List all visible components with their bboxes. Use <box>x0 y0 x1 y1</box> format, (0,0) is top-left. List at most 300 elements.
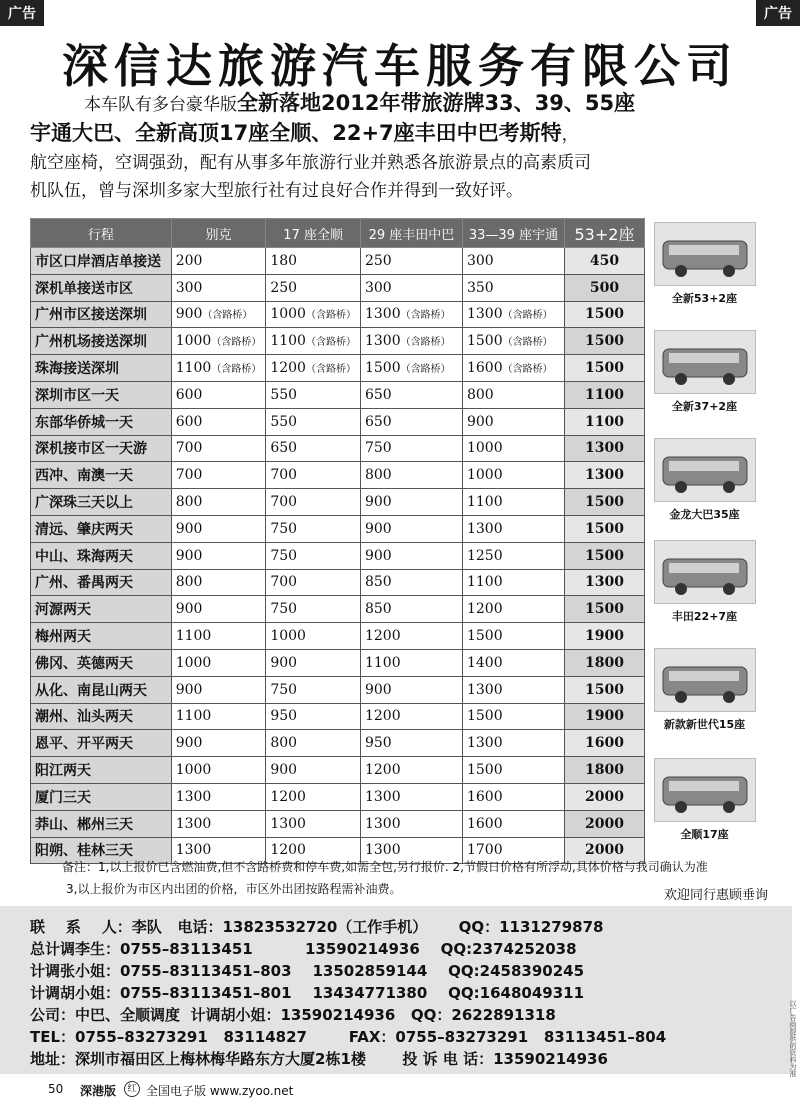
header-29-seat: 29 座丰田中巴 <box>360 219 462 248</box>
price-value: 900 <box>175 547 203 564</box>
table-cell <box>171 596 266 623</box>
price-value: 1000 <box>175 654 212 671</box>
price-value: 250 <box>270 279 298 296</box>
vehicle-card <box>652 330 757 414</box>
table-cell <box>171 408 266 435</box>
table-cell: 500 <box>564 274 644 301</box>
table-cell <box>266 730 361 757</box>
table-cell <box>266 649 361 676</box>
table-row <box>31 328 645 355</box>
hong-badge: 红 <box>124 1081 140 1097</box>
vehicle-caption: 新款新世代15座 <box>663 718 746 731</box>
table-cell: 潮州、汕头两天 <box>31 703 172 730</box>
table-cell: 从化、南昆山两天 <box>31 676 172 703</box>
table-row <box>31 248 645 275</box>
table-cell <box>171 489 266 516</box>
table-cell: 1500 <box>564 596 644 623</box>
table-cell: 广州机场接送深圳 <box>31 328 172 355</box>
table-cell <box>171 757 266 784</box>
price-value: 1000 <box>270 306 306 323</box>
header-33-39-seat: 33—39 座宇通 <box>462 219 564 248</box>
table-cell: 1500 <box>564 515 644 542</box>
price-value: 900 <box>364 681 392 698</box>
table-cell: 1100 <box>564 381 644 408</box>
table-cell <box>360 515 462 542</box>
intro-tail: ， <box>561 125 579 145</box>
header-buick: 别克 <box>171 219 266 248</box>
table-cell <box>360 783 462 810</box>
table-cell <box>360 328 462 355</box>
table-row <box>31 462 645 489</box>
toll-note: （含路桥） <box>502 364 553 376</box>
table-cell <box>462 676 564 703</box>
table-cell: 东部华侨城一天 <box>31 408 172 435</box>
price-value: 800 <box>270 735 298 752</box>
table-cell: 广州、番禺两天 <box>31 569 172 596</box>
table-cell <box>360 649 462 676</box>
price-value: 1200 <box>270 360 306 377</box>
table-cell: 1100 <box>564 408 644 435</box>
price-value: 750 <box>364 440 392 457</box>
table-row <box>31 408 645 435</box>
table-cell <box>462 596 564 623</box>
vehicle-card <box>652 648 757 732</box>
price-value: 900 <box>175 735 203 752</box>
price-value: 1300 <box>466 520 503 537</box>
table-cell <box>360 810 462 837</box>
table-cell: 1800 <box>564 649 644 676</box>
table-cell <box>266 623 361 650</box>
price-value: 1000 <box>175 333 212 350</box>
toll-note: （含路桥） <box>502 337 553 349</box>
table-cell <box>462 810 564 837</box>
price-value: 950 <box>270 708 298 725</box>
table-cell <box>462 542 564 569</box>
contact-line: TEL：0755–83273291 83114827 FAX：0755–83273291 83113451–804 <box>30 1028 667 1046</box>
table-cell: 1800 <box>564 757 644 784</box>
table-cell <box>462 730 564 757</box>
table-cell: 阳江两天 <box>31 757 172 784</box>
toll-note: （含路桥） <box>211 364 262 376</box>
company-title: 深信达旅游汽车服务有限公司 <box>62 39 738 93</box>
table-cell <box>171 515 266 542</box>
price-value: 1300 <box>466 681 503 698</box>
vehicle-caption: 全新37+2座 <box>671 400 738 413</box>
table-cell: 450 <box>564 248 644 275</box>
intro-bold-1: 全新落地2012年带旅游牌33、39、55座 <box>237 91 636 115</box>
table-cell <box>266 676 361 703</box>
table-cell <box>266 274 361 301</box>
table-cell: 1500 <box>564 355 644 382</box>
table-cell: 1900 <box>564 623 644 650</box>
toll-note: （含路桥） <box>400 310 451 322</box>
table-cell: 厦门三天 <box>31 783 172 810</box>
price-value: 900 <box>175 306 203 323</box>
price-value: 900 <box>175 601 203 618</box>
table-cell: 1300 <box>564 569 644 596</box>
vehicle-photo <box>654 438 756 502</box>
vehicle-card <box>652 438 757 522</box>
vehicle-card <box>652 540 757 624</box>
table-cell <box>171 542 266 569</box>
table-cell <box>360 542 462 569</box>
table-row <box>31 596 645 623</box>
page-number: 50 <box>48 1082 64 1096</box>
price-value: 1000 <box>466 467 503 484</box>
price-value: 850 <box>364 601 392 618</box>
table-cell: 广州市区接送深圳 <box>31 301 172 328</box>
table-cell <box>266 355 361 382</box>
table-cell <box>266 462 361 489</box>
contact-line: 联 系 人：李队 电话：13823532720（工作手机） QQ：1131279878 <box>30 918 604 936</box>
table-cell <box>360 274 462 301</box>
price-value: 1000 <box>175 762 212 779</box>
price-value: 700 <box>175 440 203 457</box>
table-cell <box>360 676 462 703</box>
table-row <box>31 542 645 569</box>
price-value: 1300 <box>364 788 401 805</box>
table-cell <box>462 569 564 596</box>
price-table-body <box>31 248 645 864</box>
table-row <box>31 274 645 301</box>
intro-line-3: 航空座椅，空调强劲，配有从事多年旅游行业并熟悉各旅游景点的高素质司 <box>30 153 591 173</box>
table-cell <box>171 730 266 757</box>
table-cell: 2000 <box>564 783 644 810</box>
table-cell <box>266 248 361 275</box>
vehicle-caption: 全顺17座 <box>680 828 729 841</box>
table-cell <box>171 569 266 596</box>
table-cell <box>171 248 266 275</box>
header-route: 行程 <box>31 219 172 248</box>
table-cell: 1500 <box>564 542 644 569</box>
table-cell <box>171 703 266 730</box>
price-value: 300 <box>175 279 203 296</box>
price-value: 300 <box>466 252 494 269</box>
price-value: 1200 <box>364 762 401 779</box>
table-cell <box>266 783 361 810</box>
table-cell: 市区口岸酒店单接送 <box>31 248 172 275</box>
price-value: 1200 <box>270 842 306 859</box>
table-cell <box>462 408 564 435</box>
price-value: 1100 <box>364 654 401 671</box>
table-cell: 1900 <box>564 703 644 730</box>
table-cell <box>266 435 361 462</box>
price-value: 1600 <box>466 815 503 832</box>
vehicle-photo <box>654 222 756 286</box>
vehicle-caption: 金龙大巴35座 <box>669 508 740 521</box>
table-cell: 1600 <box>564 730 644 757</box>
price-value: 1500 <box>466 708 503 725</box>
price-value: 700 <box>270 467 298 484</box>
price-value: 550 <box>270 386 298 403</box>
price-value: 850 <box>364 574 392 591</box>
price-value: 1500 <box>364 360 401 377</box>
table-cell: 广深珠三天以上 <box>31 489 172 516</box>
price-value: 300 <box>364 279 392 296</box>
table-cell <box>171 274 266 301</box>
price-value: 1100 <box>175 708 212 725</box>
toll-note: （含路桥） <box>202 310 253 322</box>
price-value: 1600 <box>466 360 503 377</box>
table-cell: 阳朔、桂林三天 <box>31 837 172 864</box>
price-value: 1100 <box>175 628 212 645</box>
table-cell <box>462 623 564 650</box>
header-53-seat: 53+2座 <box>564 219 644 248</box>
table-cell <box>360 489 462 516</box>
price-value: 900 <box>175 681 203 698</box>
table-cell: 清远、肇庆两天 <box>31 515 172 542</box>
table-cell <box>360 381 462 408</box>
table-cell <box>266 757 361 784</box>
price-value: 650 <box>270 440 298 457</box>
table-row <box>31 515 645 542</box>
price-value: 900 <box>175 520 203 537</box>
table-cell <box>266 489 361 516</box>
table-cell <box>266 569 361 596</box>
price-value: 750 <box>270 547 298 564</box>
price-value: 1300 <box>364 842 401 859</box>
table-row <box>31 301 645 328</box>
table-cell <box>171 649 266 676</box>
table-cell: 1500 <box>564 328 644 355</box>
price-value: 1000 <box>270 628 306 645</box>
table-cell: 1500 <box>564 489 644 516</box>
price-value: 900 <box>364 520 392 537</box>
price-value: 900 <box>270 654 298 671</box>
table-row <box>31 435 645 462</box>
table-cell <box>171 328 266 355</box>
table-row <box>31 489 645 516</box>
price-value: 1100 <box>270 333 306 350</box>
remark-line-1: 备注：1,以上报价已含燃油费,但不含路桥费和停车费,如需全包,另行报价. 2,节假日价格有所浮动,具体价格与我司确认为准 <box>62 860 708 874</box>
price-value: 1300 <box>270 815 306 832</box>
table-cell <box>171 810 266 837</box>
table-cell <box>462 515 564 542</box>
intro-bold-2: 宇通大巴、全新高顶17座全顺、22+7座丰田中巴考斯特 <box>30 121 562 145</box>
table-cell <box>266 596 361 623</box>
contact-line: 计调胡小姐：0755–83113451–801 13434771380 QQ:1648049311 <box>30 984 585 1002</box>
table-cell: 1300 <box>564 462 644 489</box>
vehicle-caption: 丰田22+7座 <box>671 610 738 623</box>
price-value: 1200 <box>364 628 401 645</box>
contact-line: 计调张小姐：0755–83113451–803 13502859144 QQ:2458390245 <box>30 962 585 980</box>
price-value: 350 <box>466 279 494 296</box>
toll-note: （含路桥） <box>400 337 451 349</box>
table-cell <box>462 355 564 382</box>
table-cell: 中山、珠海两天 <box>31 542 172 569</box>
table-cell <box>462 435 564 462</box>
table-row <box>31 623 645 650</box>
price-value: 1000 <box>466 440 503 457</box>
price-value: 800 <box>175 574 203 591</box>
table-cell <box>360 703 462 730</box>
table-cell <box>266 542 361 569</box>
price-value: 1300 <box>364 815 401 832</box>
price-value: 1200 <box>364 708 401 725</box>
table-cell <box>266 301 361 328</box>
price-value: 1300 <box>175 815 212 832</box>
price-value: 1100 <box>175 360 212 377</box>
table-cell <box>266 515 361 542</box>
table-cell: 1500 <box>564 301 644 328</box>
vehicle-photo <box>654 540 756 604</box>
price-value: 1500 <box>466 333 503 350</box>
price-value: 1300 <box>175 788 212 805</box>
table-cell <box>171 381 266 408</box>
remark-line-2: 3,以上报价为市区内出团的价格，市区外出团按路程需补油费。 <box>66 882 402 896</box>
price-value: 200 <box>175 252 203 269</box>
table-cell <box>171 783 266 810</box>
table-cell <box>360 301 462 328</box>
ad-label-right: 广告 <box>756 0 800 26</box>
price-value: 750 <box>270 601 298 618</box>
toll-note: （含路桥） <box>305 364 356 376</box>
price-value: 550 <box>270 413 298 430</box>
table-row <box>31 757 645 784</box>
table-cell <box>462 301 564 328</box>
table-row <box>31 810 645 837</box>
table-cell <box>171 462 266 489</box>
contact-line: 公司：中巴、全顺调度 计调胡小姐：13590214936 QQ：2622891318 <box>30 1006 556 1024</box>
table-cell: 莽山、郴州三天 <box>31 810 172 837</box>
table-cell: 恩平、开平两天 <box>31 730 172 757</box>
table-cell <box>360 596 462 623</box>
price-value: 1300 <box>466 306 503 323</box>
contact-line: 地址：深圳市福田区上梅林梅华路东方大厦2栋1楼 投 诉 电 话：13590214936 <box>30 1050 608 1068</box>
table-cell: 1300 <box>564 435 644 462</box>
price-value: 700 <box>270 574 298 591</box>
table-cell <box>171 301 266 328</box>
table-cell <box>462 757 564 784</box>
table-cell: 佛冈、英德两天 <box>31 649 172 676</box>
table-row <box>31 676 645 703</box>
table-row <box>31 381 645 408</box>
table-cell <box>266 703 361 730</box>
site-link[interactable]: 全国电子版 www.zyoo.net <box>146 1084 294 1098</box>
table-cell <box>360 408 462 435</box>
price-value: 1100 <box>466 574 503 591</box>
price-value: 700 <box>270 494 298 511</box>
price-value: 900 <box>466 413 494 430</box>
table-cell <box>462 381 564 408</box>
price-value: 950 <box>364 735 392 752</box>
table-cell <box>360 355 462 382</box>
table-row <box>31 703 645 730</box>
table-cell: 2000 <box>564 837 644 864</box>
side-note: 以广告商提供的资料为准 <box>789 1000 797 1077</box>
price-value: 1300 <box>364 306 401 323</box>
table-cell <box>266 810 361 837</box>
ad-label-left: 广告 <box>0 0 44 26</box>
toll-note: （含路桥） <box>502 310 553 322</box>
price-value: 1300 <box>175 842 212 859</box>
table-cell <box>462 462 564 489</box>
table-cell: 深机单接送市区 <box>31 274 172 301</box>
contact-line: 总计调李生：0755–83113451 13590214936 QQ:2374252038 <box>30 940 577 958</box>
table-cell: 深机接市区一天游 <box>31 435 172 462</box>
table-cell <box>360 569 462 596</box>
table-cell <box>360 757 462 784</box>
header-17-seat: 17 座全顺 <box>266 219 361 248</box>
price-value: 1700 <box>466 842 503 859</box>
intro-line-4: 机队伍，曾与深圳多家大型旅行社有过良好合作并得到一致好评。 <box>30 181 523 201</box>
price-value: 1300 <box>364 333 401 350</box>
table-cell <box>462 328 564 355</box>
table-cell: 1500 <box>564 676 644 703</box>
price-value: 600 <box>175 386 203 403</box>
vehicle-card <box>652 222 757 306</box>
table-row <box>31 730 645 757</box>
table-cell <box>462 248 564 275</box>
price-value: 180 <box>270 252 298 269</box>
table-cell <box>462 274 564 301</box>
welcome-text: 欢迎同行惠顾垂询 <box>663 888 768 903</box>
price-value: 650 <box>364 413 392 430</box>
table-cell <box>266 408 361 435</box>
table-cell: 2000 <box>564 810 644 837</box>
table-cell <box>360 623 462 650</box>
price-value: 1300 <box>466 735 503 752</box>
price-value: 1250 <box>466 547 503 564</box>
vehicle-photo <box>654 330 756 394</box>
table-cell <box>462 783 564 810</box>
table-header-row <box>31 219 645 248</box>
table-cell <box>171 435 266 462</box>
vehicle-caption: 全新53+2座 <box>671 292 738 305</box>
table-cell <box>171 676 266 703</box>
intro-line-1 <box>84 88 800 120</box>
table-cell <box>462 703 564 730</box>
table-cell: 西冲、南澳一天 <box>31 462 172 489</box>
price-table <box>30 218 645 864</box>
table-cell <box>360 435 462 462</box>
vehicle-card <box>652 758 757 842</box>
table-row <box>31 783 645 810</box>
table-cell <box>266 328 361 355</box>
price-value: 650 <box>364 386 392 403</box>
price-value: 1200 <box>270 788 306 805</box>
price-value: 1100 <box>466 494 503 511</box>
price-value: 250 <box>364 252 392 269</box>
table-cell: 梅州两天 <box>31 623 172 650</box>
table-row <box>31 569 645 596</box>
table-cell: 河源两天 <box>31 596 172 623</box>
price-value: 1400 <box>466 654 503 671</box>
intro-prefix: 本车队有多台豪华版 <box>84 95 237 115</box>
price-value: 750 <box>270 681 298 698</box>
table-cell: 深圳市区一天 <box>31 381 172 408</box>
table-cell <box>360 248 462 275</box>
table-cell <box>360 462 462 489</box>
table-cell <box>462 489 564 516</box>
table-cell: 珠海接送深圳 <box>31 355 172 382</box>
vehicle-photo <box>654 648 756 712</box>
toll-note: （含路桥） <box>211 337 262 349</box>
toll-note: （含路桥） <box>305 310 356 322</box>
price-value: 900 <box>364 494 392 511</box>
price-value: 800 <box>175 494 203 511</box>
table-row <box>31 355 645 382</box>
toll-note: （含路桥） <box>305 337 356 349</box>
price-value: 1500 <box>466 762 503 779</box>
price-value: 1200 <box>466 601 503 618</box>
table-cell <box>171 355 266 382</box>
contact-panel <box>0 906 792 1074</box>
price-value: 900 <box>364 547 392 564</box>
price-value: 900 <box>270 762 298 779</box>
price-value: 800 <box>364 467 392 484</box>
price-value: 600 <box>175 413 203 430</box>
